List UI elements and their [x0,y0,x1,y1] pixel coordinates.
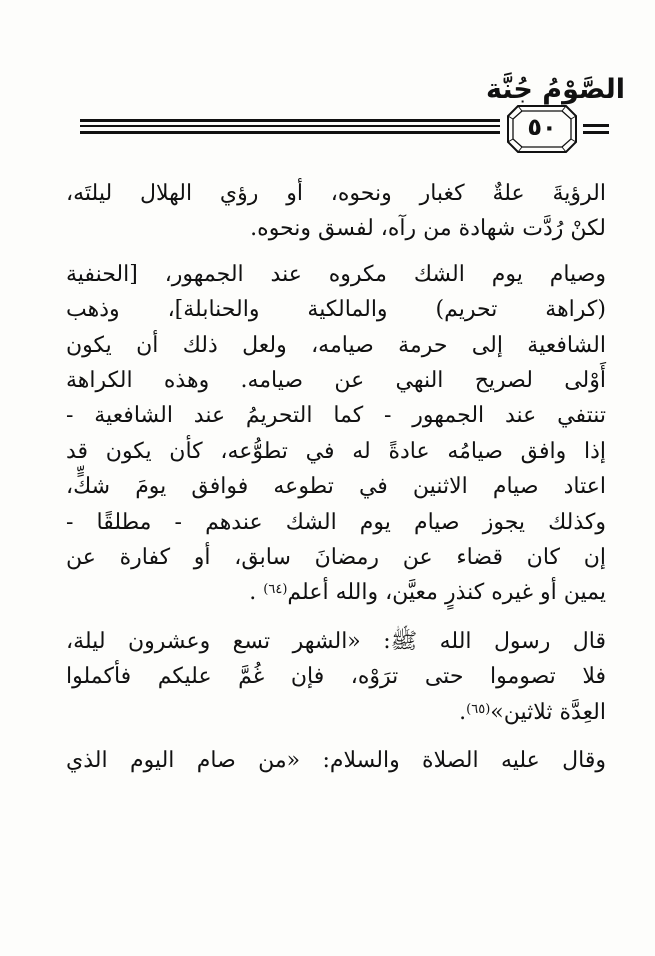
text-line: وكذلك يجوز صيام يوم الشك عندهم - مطلقًا - [66,509,606,535]
header-rule [80,119,500,122]
text-line: لكنْ رُدَّت شهادة من رآه، لفسق ونحوه. [250,216,606,242]
paragraph [66,624,606,733]
text-line: الشافعية إلى حرمة صيامه، ولعل ذلك أن يكون [66,332,606,358]
text-line: تنتفي عند الجمهور - كما التحريمُ عند الشافعية - [66,403,606,429]
text-line: اعتاد صيام الاثنين في تطوعه فوافق يومَ شكٍّ، [66,474,606,500]
footnote-marker: (٦٥) [466,701,491,717]
text-line: قال رسول الله ﷺ: «الشهر تسع وعشرون ليلة، [66,628,606,654]
header-rule [80,131,500,134]
paragraph [66,743,606,778]
text-line: فلا تصوموا حتى ترَوْه، فإن غُمَّ عليكم فأكملوا [66,664,606,690]
text-line [66,695,606,733]
text-fragment: العِدَّة ثلاثين» [490,699,606,725]
paragraph [66,176,606,247]
header-rule [80,125,500,127]
header-rule [583,131,609,134]
text-line: وقال عليه الصلاة والسلام: «من صام اليوم الذي [66,748,606,774]
punctuation: . [459,699,467,725]
text-fragment: يمين أو غيره كنذرٍ معيَّن، والله أعلم [287,580,606,606]
body-text [66,176,606,779]
footnote-marker: (٦٤) [263,582,288,598]
text-line: إن كان قضاء عن رمضانَ سابق، أو كفارة عن [66,545,606,571]
punctuation: . [249,580,257,606]
paragraph [66,257,606,614]
text-line: (كراهة تحريم) والمالكية والحنابلة]، وذهب [66,297,606,323]
header-rule [583,124,609,127]
running-header-title: الصَّوْمُ جُنَّة [486,74,625,105]
text-line [66,575,606,613]
text-line: وصيام يوم الشك مكروه عند الجمهور، [الحنفية [66,261,606,287]
text-line: الرؤيةَ علةٌ كغبار ونحوه، أو رؤي الهلال ليلتَه، [66,181,606,206]
page-number: ٥٠ [527,113,557,141]
text-line: إذا وافق صيامُه عادةً له في تطوُّعه، كأن يكون قد [66,438,606,464]
text-line: أَوْلى لصريح النهي عن صيامه. وهذه الكراهة [66,368,606,394]
